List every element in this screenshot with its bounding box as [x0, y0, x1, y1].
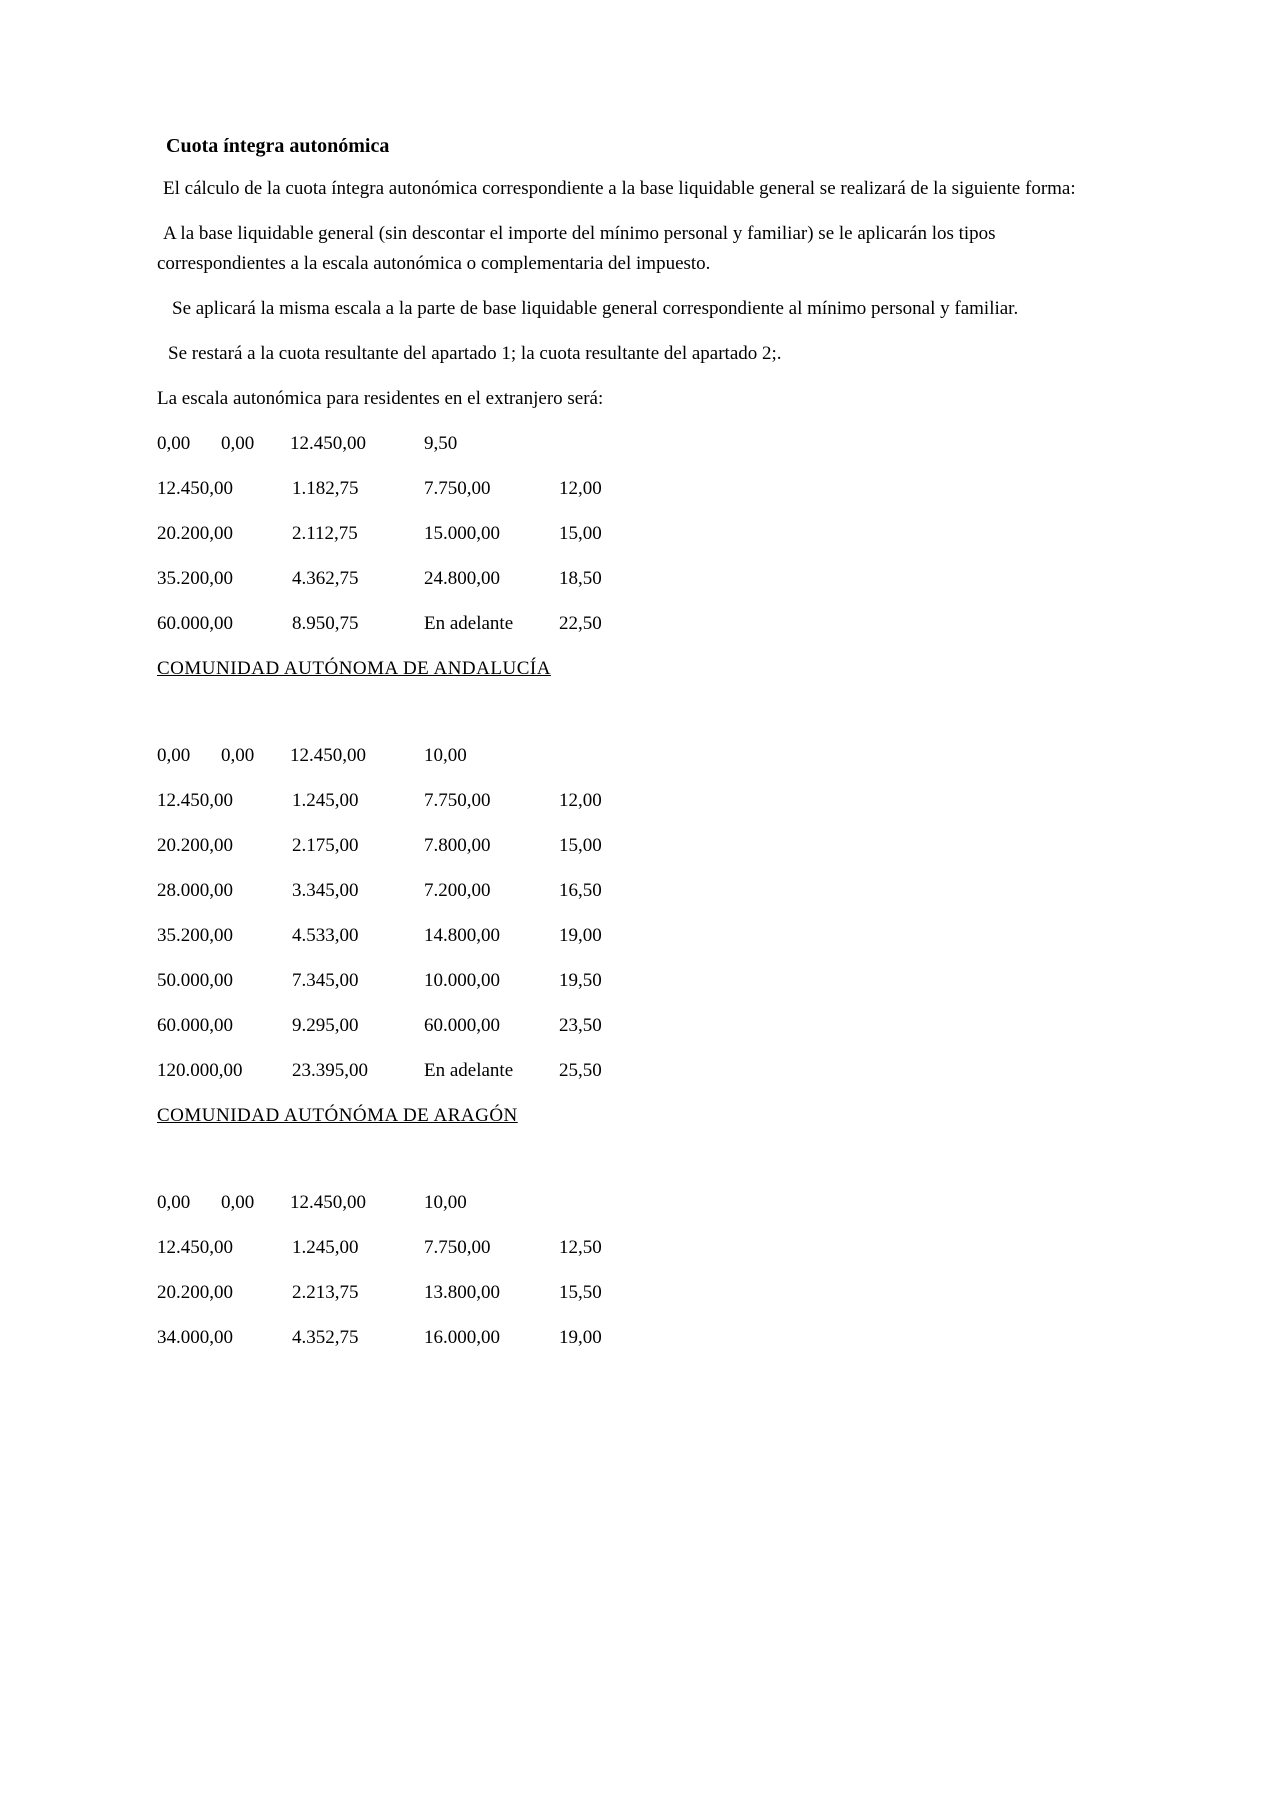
table-cell: 35.200,00: [157, 568, 233, 589]
table-cell: 20.200,00: [157, 1282, 233, 1303]
table-cell: 25,50: [559, 1060, 602, 1081]
table-cell: 0,00: [221, 1192, 255, 1213]
table-row: [157, 876, 1112, 905]
table-cell: 7.800,00: [424, 835, 491, 856]
table-cell: 10,00: [424, 1192, 467, 1213]
table-row: [157, 474, 1112, 503]
table-cell: 4.352,75: [292, 1327, 359, 1348]
table-cell: 12,50: [559, 1237, 602, 1258]
table-cell: 12.450,00: [290, 433, 366, 454]
table-andalucia: [157, 741, 1112, 1085]
table-cell: 23.395,00: [292, 1060, 368, 1081]
table-cell: 23,50: [559, 1015, 602, 1036]
table-cell: 60.000,00: [424, 1015, 500, 1036]
table-escala-extranjero: [157, 429, 1112, 638]
table-cell: 16.000,00: [424, 1327, 500, 1348]
section-heading-aragon: COMUNIDAD AUTÓNÓMA DE ARAGÓN: [157, 1105, 518, 1126]
table-cell: En adelante: [424, 613, 514, 634]
table-cell: 0,00: [157, 745, 191, 766]
table-cell: 7.750,00: [424, 478, 491, 499]
table-cell: 16,50: [559, 880, 602, 901]
table-cell: 22,50: [559, 613, 602, 634]
table-cell: 2.213,75: [292, 1282, 359, 1303]
table-row: [157, 966, 1112, 995]
table-cell: 14.800,00: [424, 925, 500, 946]
table-cell: 12.450,00: [290, 1192, 366, 1213]
table-cell: 24.800,00: [424, 568, 500, 589]
table-cell: 12.450,00: [290, 745, 366, 766]
table-cell: 1.245,00: [292, 1237, 359, 1258]
table-cell: 20.200,00: [157, 523, 233, 544]
table-cell: 2.112,75: [292, 523, 358, 544]
document-title: Cuota íntegra autonómica: [166, 135, 390, 157]
table-cell: 19,00: [559, 925, 602, 946]
table-cell: 10.000,00: [424, 970, 500, 991]
table-cell: 8.950,75: [292, 613, 359, 634]
table-row: [157, 519, 1112, 548]
table-cell: 15,00: [559, 523, 602, 544]
table-cell: 7.345,00: [292, 970, 359, 991]
table-cell: 0,00: [157, 1192, 191, 1213]
table-cell: 50.000,00: [157, 970, 233, 991]
paragraph-escala-extranjero-intro: La escala autonómica para residentes en el extranjero será:: [157, 388, 604, 409]
table-row: [157, 1056, 1112, 1085]
table-cell: 9,50: [424, 433, 458, 454]
table-cell: 4.362,75: [292, 568, 359, 589]
table-cell: 1.182,75: [292, 478, 359, 499]
table-cell: 34.000,00: [157, 1327, 233, 1348]
table-cell: 12,00: [559, 478, 602, 499]
table-cell: 4.533,00: [292, 925, 359, 946]
table-cell: 7.750,00: [424, 790, 491, 811]
table-row: [157, 741, 1112, 770]
table-aragon: [157, 1188, 1112, 1352]
table-cell: 3.345,00: [292, 880, 359, 901]
table-row: [157, 921, 1112, 950]
table-row: [157, 1233, 1112, 1262]
table-cell: 19,00: [559, 1327, 602, 1348]
table-cell: 0,00: [157, 433, 191, 454]
table-cell: 60.000,00: [157, 613, 233, 634]
paragraph-misma-escala: Se aplicará la misma escala a la parte de base liquidable general correspondiente al mínimo personal y familiar.: [172, 298, 1019, 319]
table-cell: 7.200,00: [424, 880, 491, 901]
table-cell: 0,00: [221, 745, 255, 766]
table-cell: 0,00: [221, 433, 255, 454]
table-cell: 12.450,00: [157, 1237, 233, 1258]
table-row: [157, 1278, 1112, 1307]
table-cell: 15.000,00: [424, 523, 500, 544]
table-cell: 1.245,00: [292, 790, 359, 811]
table-cell: 35.200,00: [157, 925, 233, 946]
table-cell: 13.800,00: [424, 1282, 500, 1303]
table-cell: 120.000,00: [157, 1060, 243, 1081]
table-cell: 12.450,00: [157, 790, 233, 811]
table-cell: 15,00: [559, 835, 602, 856]
table-cell: 18,50: [559, 568, 602, 589]
table-cell: 7.750,00: [424, 1237, 491, 1258]
table-row: [157, 1323, 1112, 1352]
table-row: [157, 609, 1112, 638]
section-heading-andalucia: COMUNIDAD AUTÓNOMA DE ANDALUCÍA: [157, 658, 551, 679]
table-cell: 12.450,00: [157, 478, 233, 499]
table-cell: 60.000,00: [157, 1015, 233, 1036]
table-row: [157, 1011, 1112, 1040]
table-cell: 19,50: [559, 970, 602, 991]
table-cell: 9.295,00: [292, 1015, 359, 1036]
table-cell: 12,00: [559, 790, 602, 811]
paragraph-calculo: El cálculo de la cuota íntegra autonómica correspondiente a la base liquidable general se realizará de la siguiente forma:: [163, 178, 1076, 199]
table-row: [157, 564, 1112, 593]
table-cell: 10,00: [424, 745, 467, 766]
table-cell: 2.175,00: [292, 835, 359, 856]
table-row: [157, 1188, 1112, 1217]
table-row: [157, 831, 1112, 860]
paragraph-base-liquidable: A la base liquidable general (sin descontar el importe del mínimo personal y familiar) se le aplicarán los tipos correspondientes a la escala autonómica o complementaria del impuesto.: [157, 223, 996, 274]
table-cell: 15,50: [559, 1282, 602, 1303]
paragraph-restara: Se restará a la cuota resultante del apartado 1; la cuota resultante del apartado 2;.: [168, 343, 782, 364]
table-cell: 28.000,00: [157, 880, 233, 901]
table-cell: 20.200,00: [157, 835, 233, 856]
table-row: [157, 429, 1112, 458]
table-cell: En adelante: [424, 1060, 514, 1081]
table-row: [157, 786, 1112, 815]
